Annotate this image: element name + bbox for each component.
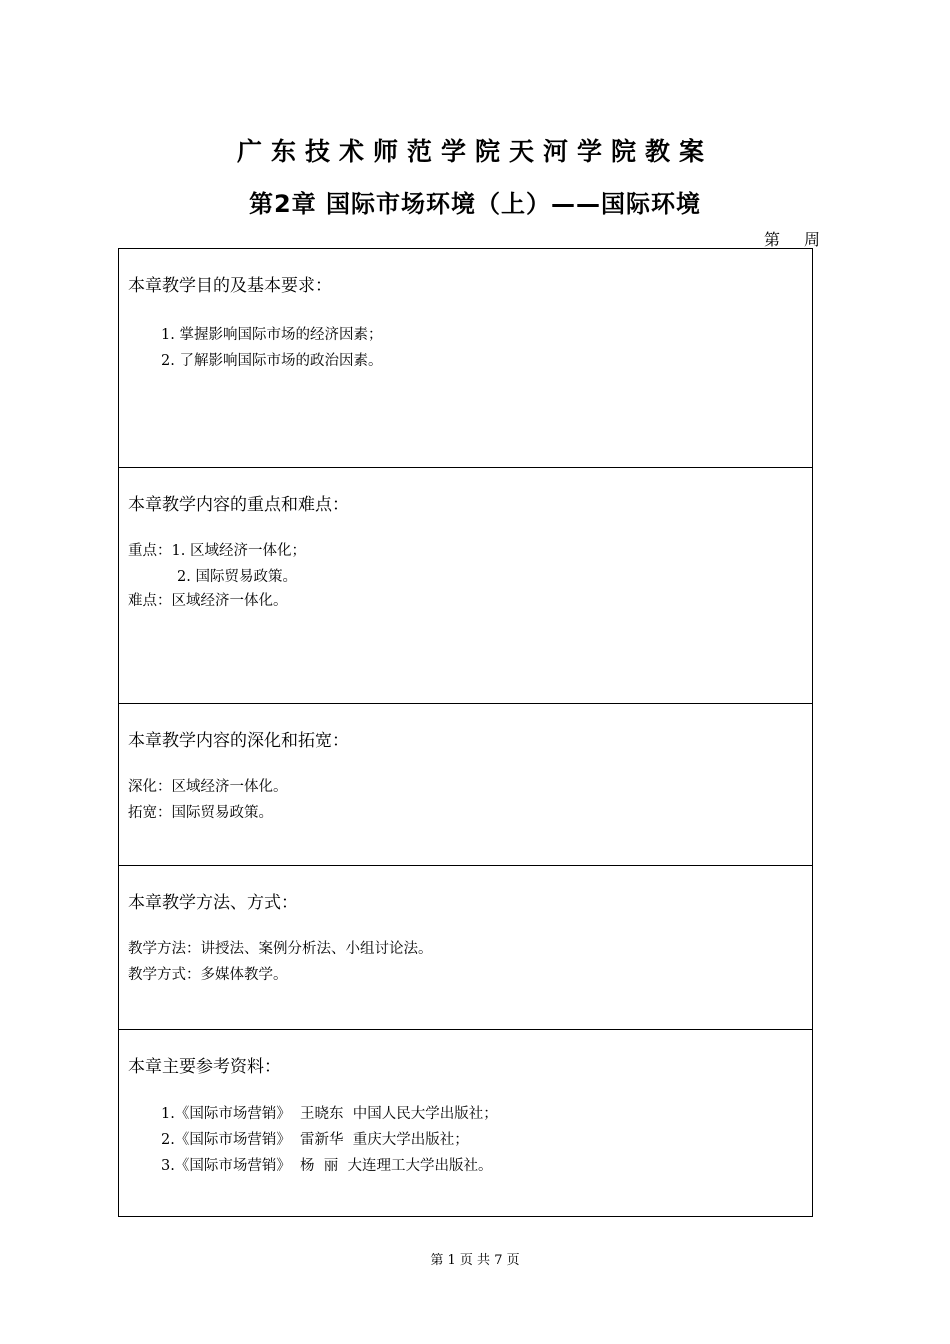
section-title: 本章教学内容的深化和拓宽： (128, 731, 349, 751)
list-item: 2.《国际市场营销》 雷新华 重庆大学出版社； (161, 1132, 469, 1148)
list-item: 重点：1. 区域经济一体化； (128, 543, 306, 559)
list-item: 深化：区域经济一体化。 (128, 779, 288, 795)
section-title: 本章教学目的及基本要求： (128, 276, 332, 296)
section-title: 本章主要参考资料： (128, 1057, 281, 1077)
list-item: 1. 掌握影响国际市场的经济因素； (161, 327, 383, 343)
week-label-prefix: 第 (764, 230, 781, 249)
list-item: 教学方法：讲授法、案例分析法、小组讨论法。 (128, 941, 433, 957)
list-item: 拓宽：国际贸易政策。 (128, 805, 273, 821)
list-item: 2. 国际贸易政策。 (177, 569, 297, 585)
chapter-title: 第2章 国际市场环境（上）——国际环境 (248, 190, 702, 218)
list-item: 教学方式：多媒体教学。 (128, 967, 288, 983)
school-title: 广东技术师范学院天河学院教案 (236, 137, 713, 166)
list-item: 2. 了解影响国际市场的政治因素。 (161, 353, 383, 369)
list-item: 难点：区域经济一体化。 (128, 593, 288, 609)
section-objectives (119, 249, 812, 467)
section-title: 本章教学方法、方式： (128, 893, 298, 913)
list-item: 1.《国际市场营销》 王晓东 中国人民大学出版社； (161, 1106, 498, 1122)
section-references (119, 1029, 812, 1216)
week-label-suffix: 周 (804, 230, 821, 249)
page-footer: 第 1 页 共 7 页 (430, 1253, 520, 1268)
section-title: 本章教学内容的重点和难点： (128, 495, 349, 515)
list-item: 3.《国际市场营销》 杨 丽 大连理工大学出版社。 (161, 1158, 493, 1174)
section-deepening (119, 703, 812, 865)
section-methods (119, 865, 812, 1029)
lesson-plan-table (118, 248, 813, 1217)
section-key-points (119, 467, 812, 703)
week-label (764, 227, 820, 250)
